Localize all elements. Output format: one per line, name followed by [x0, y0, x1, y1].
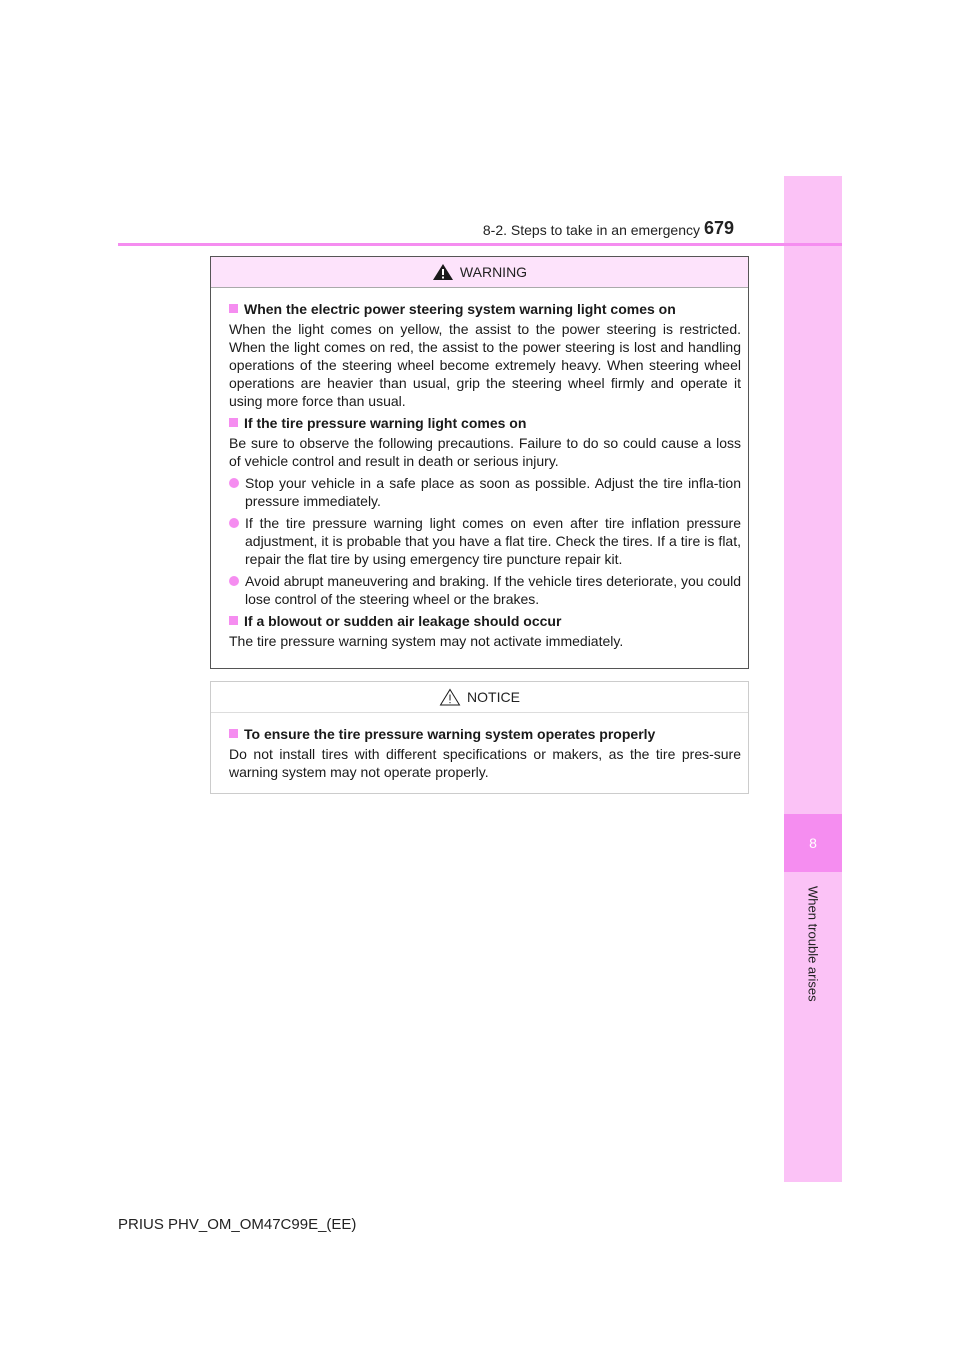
- warning-item-title: If the tire pressure warning light comes on: [229, 414, 741, 432]
- warning-item-title: If a blowout or sudden air leakage should occur: [229, 612, 741, 630]
- warning-item: [229, 414, 741, 608]
- chapter-title-container: [784, 886, 842, 1086]
- circle-bullet-icon: [229, 518, 239, 528]
- warning-item: [229, 300, 741, 410]
- model-code-footer: PRIUS PHV_OM_OM47C99E_(EE): [118, 1216, 357, 1233]
- warning-item-text: The tire pressure warning system may not activate immediately.: [229, 633, 624, 649]
- warning-body: [211, 288, 748, 650]
- section-title: 8-2. Steps to take in an emergency: [482, 222, 700, 238]
- warning-item-text: Be sure to observe the following precautions. Failure to do so could cause a loss of vehicle control and result in death or serious injury.: [229, 435, 741, 469]
- warning-triangle-icon: [432, 263, 454, 281]
- chapter-side-tab: [784, 176, 842, 1182]
- caution-triangle-icon: [439, 688, 461, 706]
- chapter-title: When trouble arises: [805, 886, 821, 1002]
- notice-body: [211, 713, 748, 781]
- warning-header: [211, 257, 748, 288]
- chapter-number-box: [784, 814, 842, 872]
- header-rule: [118, 243, 842, 246]
- square-bullet-icon: [229, 616, 238, 625]
- notice-item: [229, 725, 741, 781]
- square-bullet-icon: [229, 729, 238, 738]
- notice-item-title: To ensure the tire pressure warning system operates properly: [229, 725, 741, 743]
- warning-item-text: When the light comes on yellow, the assist to the power steering is restricted. When the light comes on red, the assist to the power steering is lost and handling operations of the steering wheel become extremely heavy. When steering wheel operations are heavier than usual, grip the steering wheel firmly and operate it using more force than usual.: [229, 321, 741, 409]
- warning-item: [229, 612, 741, 650]
- page-number: 679: [704, 218, 735, 238]
- notice-header: [211, 682, 748, 713]
- circle-bullet-icon: [229, 576, 239, 586]
- circle-bullet-icon: [229, 478, 239, 488]
- notice-box: [210, 681, 749, 794]
- warning-bullet: Avoid abrupt maneuvering and braking. If the vehicle tires deteriorate, you could lose control of the steering wheel or the brakes.: [229, 572, 741, 608]
- notice-item-text: Do not install tires with different specifications or makers, as the tire pres-sure warning system may not operate properly.: [229, 746, 741, 780]
- square-bullet-icon: [229, 304, 238, 313]
- notice-heading: NOTICE: [467, 689, 520, 705]
- square-bullet-icon: [229, 418, 238, 427]
- warning-box: [210, 256, 749, 669]
- warning-item-title: When the electric power steering system warning light comes on: [229, 300, 741, 318]
- chapter-number: 8: [809, 835, 817, 851]
- warning-bullet: If the tire pressure warning light comes on even after tire inflation pressure adjustment, it is probable that you have a flat tire. Check the tires. If a tire is flat, repair the flat tire by using emergency tire puncture repair kit.: [229, 514, 741, 568]
- warning-bullet: Stop your vehicle in a safe place as soon as possible. Adjust the tire infla-tion pressure immediately.: [229, 474, 741, 510]
- warning-heading: WARNING: [459, 264, 528, 280]
